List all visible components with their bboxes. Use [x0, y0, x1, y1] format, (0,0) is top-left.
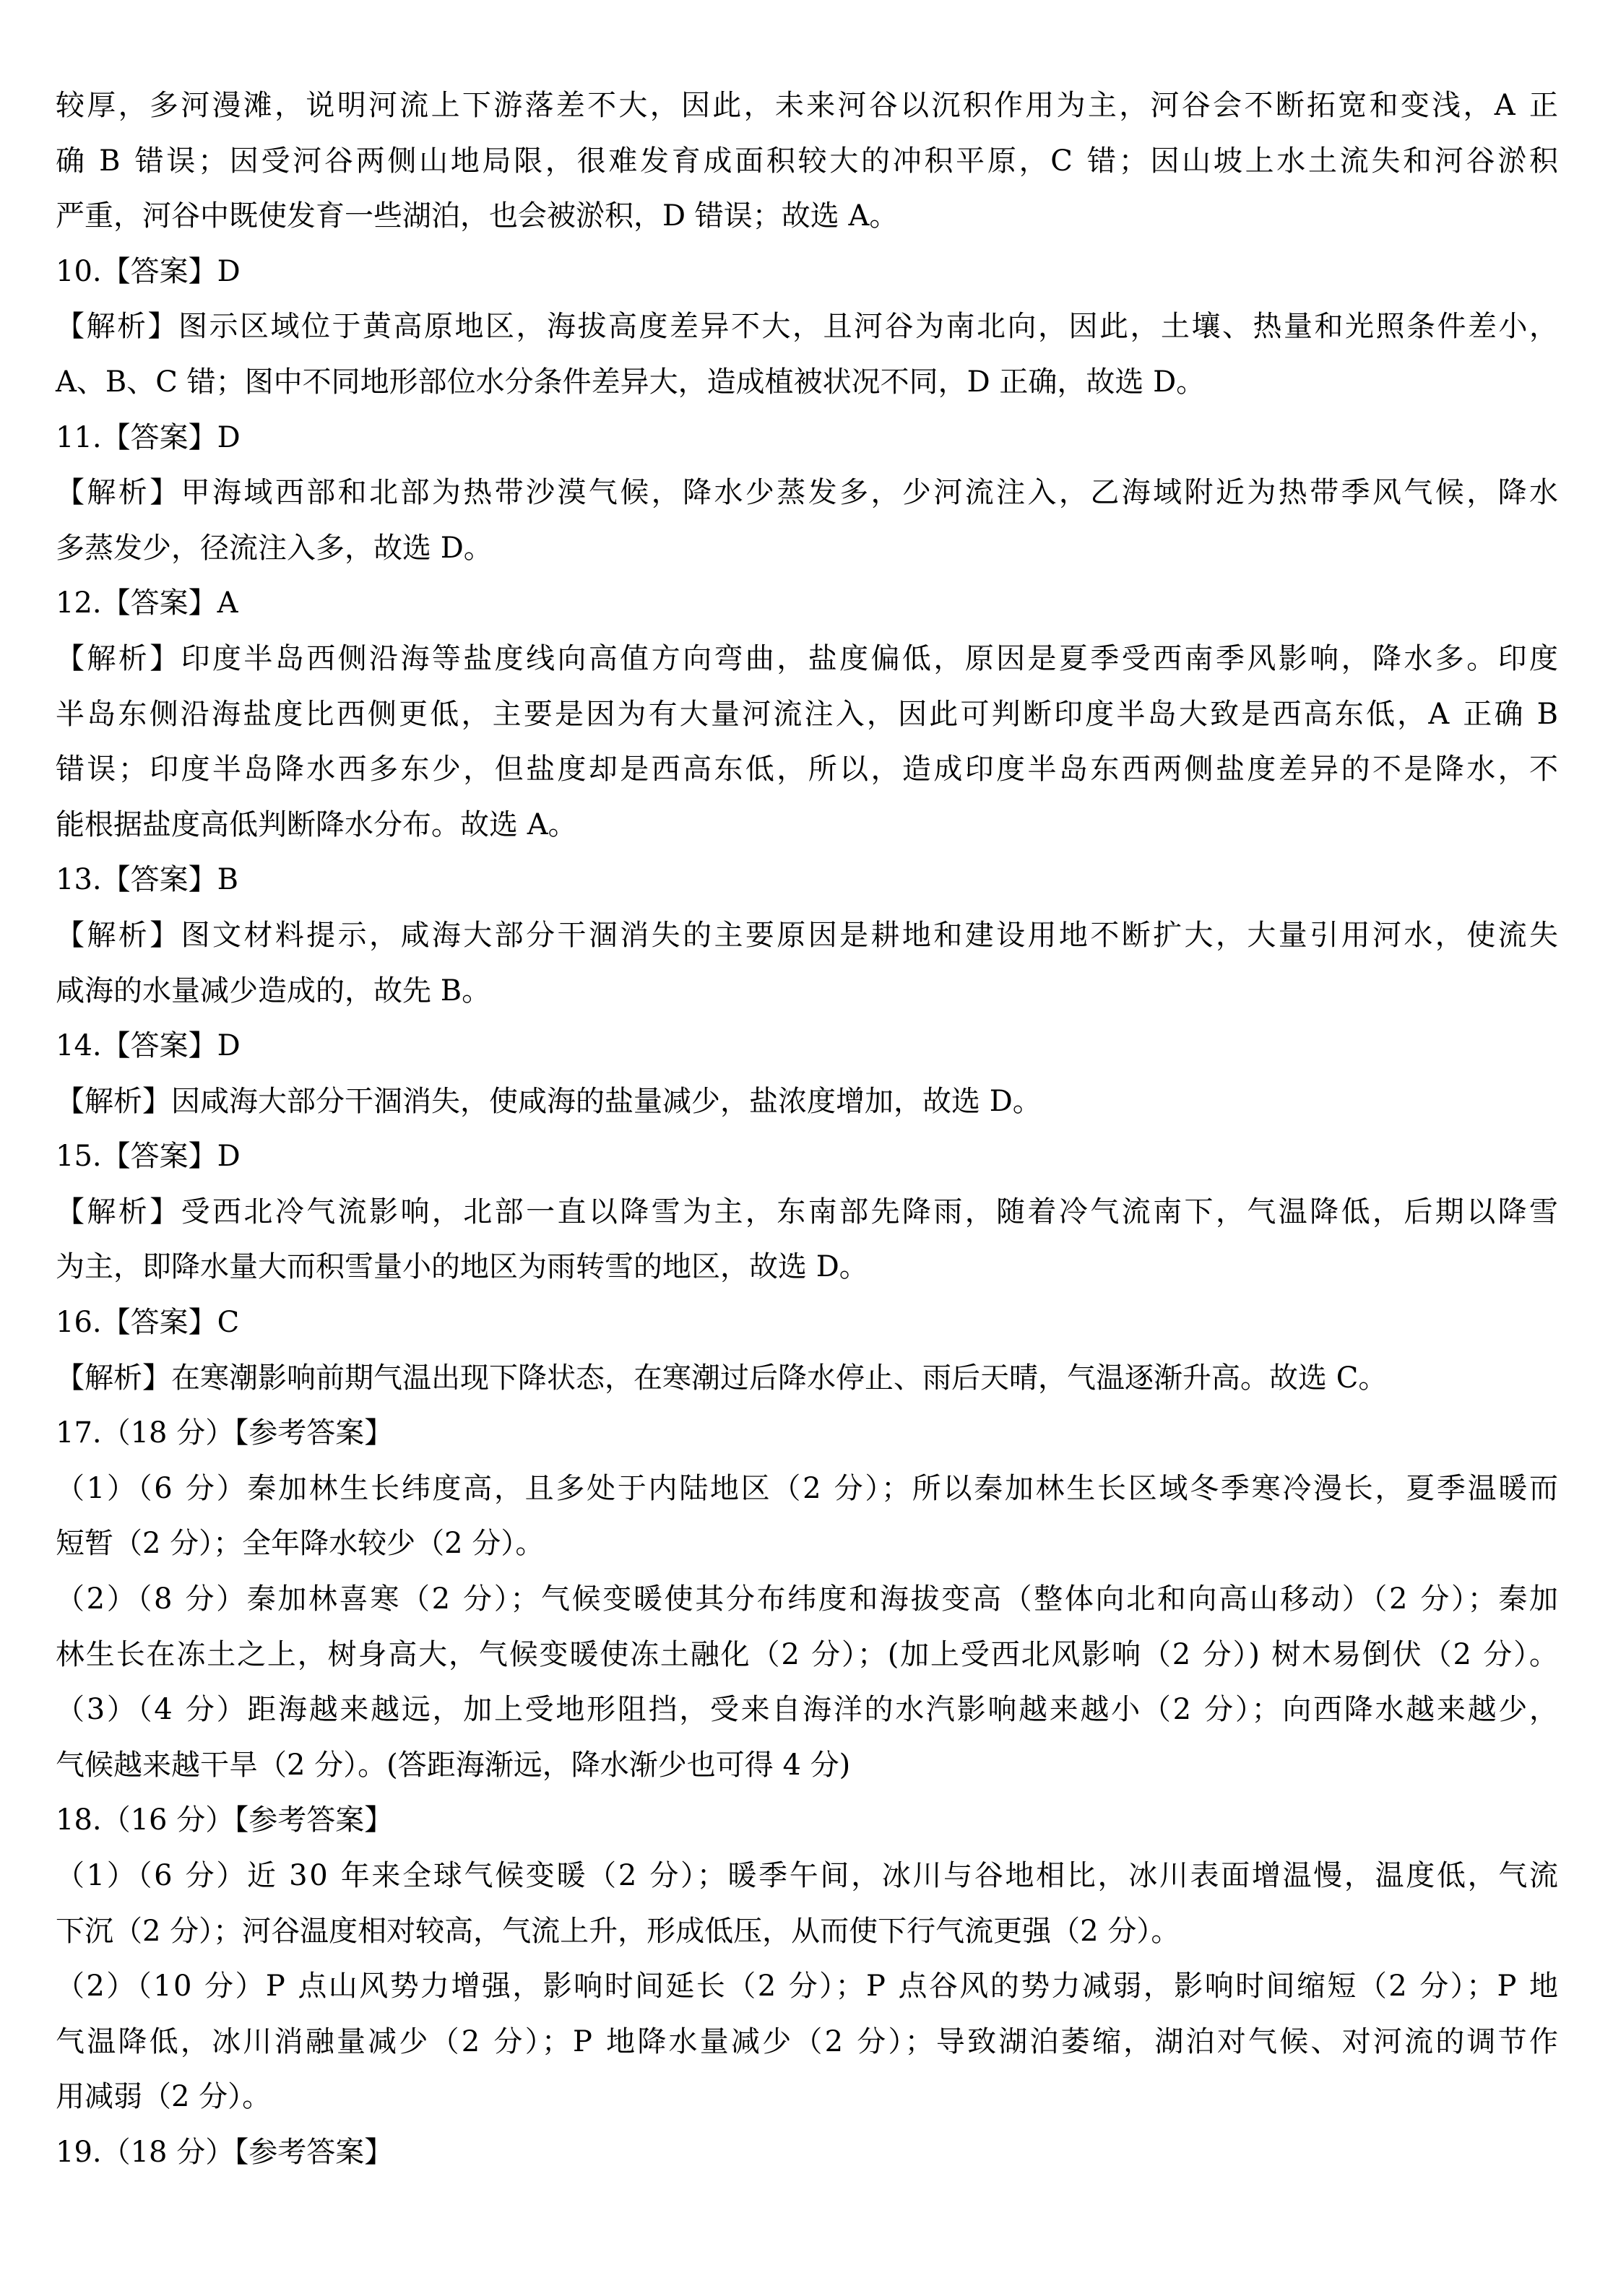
- text-line: 【解析】受西北冷气流影响，北部一直以降雪为主，东南部先降雨，随着冷气流南下，气温降低，后期以降雪: [56, 1195, 1561, 1229]
- text-line: 19.（18 分）【参考答案】: [56, 2135, 394, 2169]
- text-line: 【解析】因咸海大部分干涸消失，使咸海的盐量减少，盐浓度增加，故选 D。: [56, 1084, 1042, 1118]
- text-line: 【解析】在寒潮影响前期气温出现下降状态，在寒潮过后降水停止、雨后天晴，气温逐渐升高。故选 C。: [56, 1361, 1388, 1395]
- text-line: 用减弱（2 分）。: [56, 2080, 272, 2114]
- text-line: 11.【答案】D: [56, 420, 241, 454]
- text-line: 【解析】甲海域西部和北部为热带沙漠气候，降水少蒸发多，少河流注入，乙海域附近为热带季风气候，降水: [56, 476, 1561, 510]
- text-line: 确 B 错误；因受河谷两侧山地局限，很难发育成面积较大的冲积平原，C 错；因山坡上水土流失和河谷淤积: [56, 144, 1561, 178]
- text-line: 13.【答案】B: [56, 863, 239, 897]
- text-line: 【解析】印度半岛西侧沿海等盐度线向高值方向弯曲，盐度偏低，原因是夏季受西南季风影响，降水多。印度: [56, 641, 1561, 675]
- text-line: 较厚，多河漫滩，说明河流上下游落差不大，因此，未来河谷以沉积作用为主，河谷会不断拓宽和变浅，A 正: [56, 89, 1561, 122]
- text-line: 咸海的水量减少造成的，故先 B。: [56, 974, 491, 1008]
- text-line: 林生长在冻土之上，树身高大，气候变暖使冻土融化（2 分）；(加上受西北风影响（2 分）) 树木易倒伏（2 分）。: [56, 1637, 1560, 1671]
- text-line: （2）（8 分）秦加林喜寒（2 分）；气候变暖使其分布纬度和海拔变高（整体向北和向高山移动）（2 分）；秦加: [56, 1582, 1560, 1616]
- text-line: 12.【答案】A: [56, 586, 238, 620]
- text-line: 17.（18 分）【参考答案】: [56, 1416, 394, 1450]
- text-line: 16.【答案】C: [56, 1306, 240, 1340]
- text-line: （3）（4 分）距海越来越远，加上受地形阻挡，受来自海洋的水汽影响越来越小（2 分）；向西降水越来越少，: [56, 1693, 1560, 1727]
- text-line: 能根据盐度高低判断降水分布。故选 A。: [56, 807, 577, 841]
- text-line: 严重，河谷中既使发育一些湖泊，也会被淤积，D 错误；故选 A。: [56, 199, 899, 233]
- text-line: 15.【答案】D: [56, 1140, 241, 1174]
- text-line: 气温降低，冰川消融量减少（2 分）；P 地降水量减少（2 分）；导致湖泊萎缩，湖泊对气候、对河流的调节作: [56, 2024, 1561, 2058]
- text-line: 气候越来越干旱（2 分）。(答距海渐远，降水渐少也可得 4 分): [56, 1748, 851, 1782]
- text-line: （2）（10 分）P 点山风势力增强，影响时间延长（2 分）；P 点谷风的势力减弱，影响时间缩短（2 分）；P 地: [56, 1970, 1560, 2003]
- text-line: 下沉（2 分）；河谷温度相对较高，气流上升，形成低压，从而使下行气流更强（2 分）。: [56, 1914, 1180, 1948]
- text-line: 半岛东侧沿海盐度比西侧更低，主要是因为有大量河流注入，因此可判断印度半岛大致是西高东低，A 正确 B: [56, 697, 1561, 731]
- text-line: （1）（6 分）秦加林生长纬度高，且多处于内陆地区（2 分）；所以秦加林生长区域冬季寒冷漫长，夏季温暖而: [56, 1471, 1560, 1505]
- text-line: 10.【答案】D: [56, 254, 241, 288]
- text-line: 【解析】图示区域位于黄高原地区，海拔高度差异不大，且河谷为南北向，因此，土壤、热量和光照条件差小，: [56, 310, 1560, 344]
- text-line: 为主，即降水量大而积雪量小的地区为雨转雪的地区，故选 D。: [56, 1250, 868, 1284]
- text-line: 14.【答案】D: [56, 1029, 241, 1063]
- text-line: 短暂（2 分）；全年降水较少（2 分）。: [56, 1527, 545, 1561]
- text-line: A、B、C 错；图中不同地形部位水分条件差异大，造成植被状况不同，D 正确，故选 D。: [56, 365, 1206, 399]
- text-line: 错误；印度半岛降水西多东少，但盐度却是西高东低，所以，造成印度半岛东西两侧盐度差异的不是降水，不: [56, 753, 1561, 787]
- text-line: 【解析】图文材料提示，咸海大部分干涸消失的主要原因是耕地和建设用地不断扩大，大量引用河水，使流失: [56, 918, 1561, 952]
- text-line: 18.（16 分）【参考答案】: [56, 1803, 394, 1837]
- answer-page: [56, 78, 1561, 2180]
- text-line: 多蒸发少，径流注入多，故选 D。: [56, 531, 493, 565]
- text-line: （1）（6 分）近 30 年来全球气候变暖（2 分）；暖季午间，冰川与谷地相比，冰川表面增温慢，温度低，气流: [56, 1859, 1560, 1892]
